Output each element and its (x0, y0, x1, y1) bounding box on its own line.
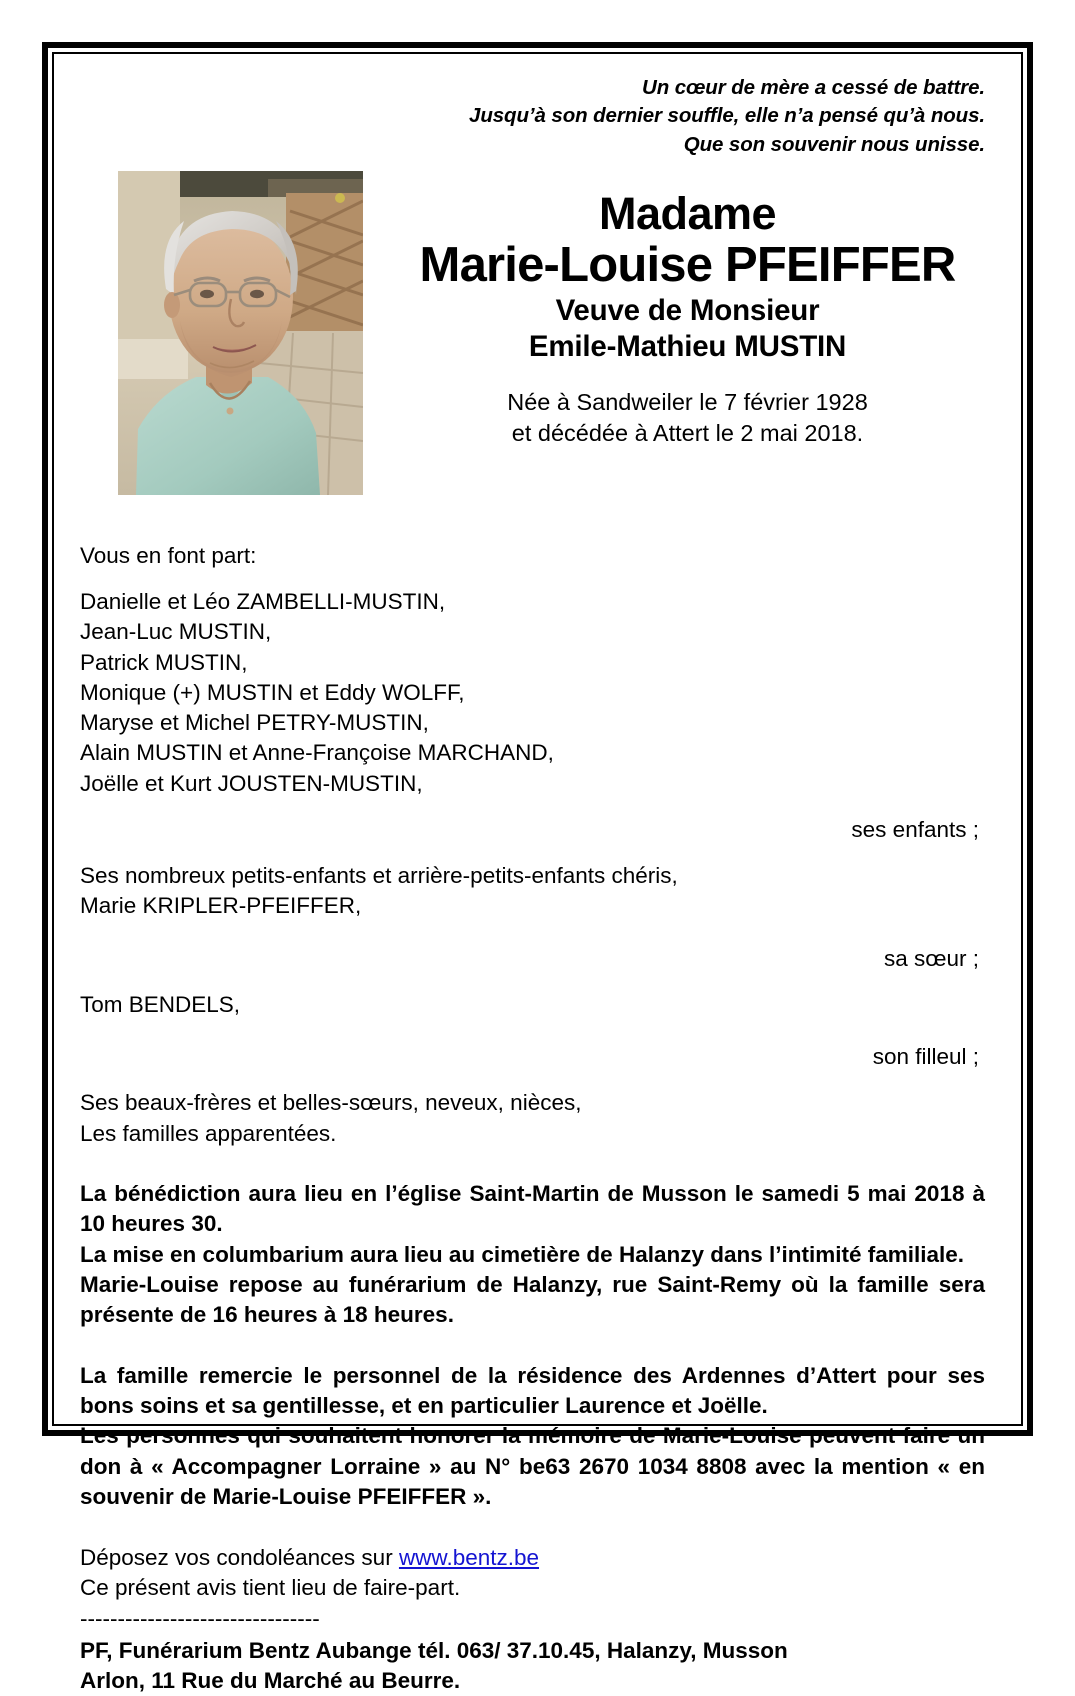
spacer (80, 799, 995, 815)
donation-line: Les personnes qui souhaitent honorer la mémoire de Marie-Louise peuvent faire un don à « Accompagner Lorraine » au N° be63 2670 1034 8808 avec la mention « en souvenir de Marie-Louise PFEIFFER ». (80, 1423, 985, 1510)
notice-line: Ce présent avis tient lieu de faire-part. (80, 1575, 461, 1601)
spacer (80, 1513, 995, 1543)
widow-line-1: Veuve de Monsieur (555, 294, 820, 328)
spacer (80, 1149, 995, 1179)
spacer (80, 974, 995, 990)
bentz-website-link[interactable]: www.bentz.be (398, 1544, 540, 1570)
inlaws-line: Ses beaux-frères et belles-sœurs, neveux, nièces, (80, 1090, 582, 1116)
announcement-body (80, 541, 995, 1696)
condolences-line (80, 1543, 995, 1574)
grandchildren-line: Ses nombreux petits-enfants et arrière-petits-enfants chéris, (80, 863, 678, 889)
sister-line: Marie KRIPLER-PFEIFFER, (80, 893, 362, 919)
funeral-home-line-1: PF, Funérarium Bentz Aubange tél. 063/ 37.10.45, Halanzy, Musson (80, 1637, 788, 1663)
footer-section (80, 1543, 995, 1696)
repose-line: Marie-Louise repose au funérarium de Halanzy, rue Saint-Remy où la famille sera présente de 16 heures à 18 heures. (80, 1271, 985, 1328)
spacer (80, 845, 995, 861)
families-line: Les familles apparentées. (80, 1120, 337, 1146)
spacer (80, 922, 995, 944)
ceremony-details (80, 1179, 995, 1331)
blessing-line: La bénédiction aura lieu en l’église Saint-Martin de Musson le samedi 5 mai 2018 à 10 heures 30. (80, 1180, 985, 1237)
list-item: Monique (+) MUSTIN et Eddy WOLFF, (80, 679, 465, 705)
godson-line: Tom BENDELS, (80, 991, 241, 1017)
funeral-home-line-2: Arlon, 11 Rue du Marché au Beurre. (80, 1667, 461, 1693)
columbarium-line: La mise en columbarium aura lieu au cimetière de Halanzy dans l’intimité familiale. (80, 1241, 965, 1267)
birth-line: Née à Sandweiler le 7 février 1928 (507, 389, 868, 416)
deceased-title: Madame (598, 187, 777, 239)
spacer (80, 1020, 995, 1042)
list-item: Joëlle et Kurt JOUSTEN-MUSTIN, (80, 770, 423, 796)
epigraph-line-2: Jusqu’à son dernier souffle, elle n’a pensé qu’à nous. (469, 104, 985, 128)
portrait-photo (118, 171, 363, 495)
list-item: Danielle et Léo ZAMBELLI-MUSTIN, (80, 589, 446, 615)
portrait-photo-image (118, 171, 363, 495)
announcement-content (54, 54, 1021, 1693)
epigraph-line-3: Que son souvenir nous unisse. (683, 132, 985, 156)
death-line: et décédée à Attert le 2 mai 2018. (511, 420, 864, 447)
deceased-names (380, 171, 995, 365)
thanks-details (80, 1361, 995, 1513)
sister-relation-label: sa sœur ; (883, 945, 979, 971)
announcement-border-inner (52, 52, 1023, 1693)
epigraph (80, 70, 995, 159)
header-section (80, 171, 995, 511)
condolences-prefix: Déposez vos condoléances sur (80, 1544, 399, 1570)
deceased-name: Marie-Louise PFEIFFER (419, 238, 956, 293)
widow-line-2: Emile-Mathieu MUSTIN (528, 330, 847, 364)
spacer (80, 1331, 995, 1361)
intro-line: Vous en font part: (80, 542, 257, 568)
epigraph-line-1: Un cœur de mère a cessé de battre. (642, 76, 985, 99)
funeral-home-info (80, 1636, 995, 1696)
list-item: Alain MUSTIN et Anne-Françoise MARCHAND, (80, 740, 554, 766)
announcement-border-outer (42, 42, 1033, 1693)
list-item: Patrick MUSTIN, (80, 649, 248, 675)
list-item: Maryse et Michel PETRY-MUSTIN, (80, 710, 429, 736)
godson-relation-label: son filleul ; (872, 1044, 979, 1070)
children-list (80, 587, 995, 799)
children-relation-label: ses enfants ; (851, 816, 979, 842)
list-item: Jean-Luc MUSTIN, (80, 619, 272, 645)
spacer (80, 1072, 995, 1088)
staff-thanks-line: La famille remercie le personnel de la résidence des Ardennes d’Attert pour ses bons soins et sa gentillesse, et en particulier Laurence et Joëlle. (80, 1362, 985, 1419)
spacer (80, 571, 995, 587)
separator-dashes: -------------------------------- (80, 1605, 320, 1631)
life-dates (380, 387, 995, 449)
